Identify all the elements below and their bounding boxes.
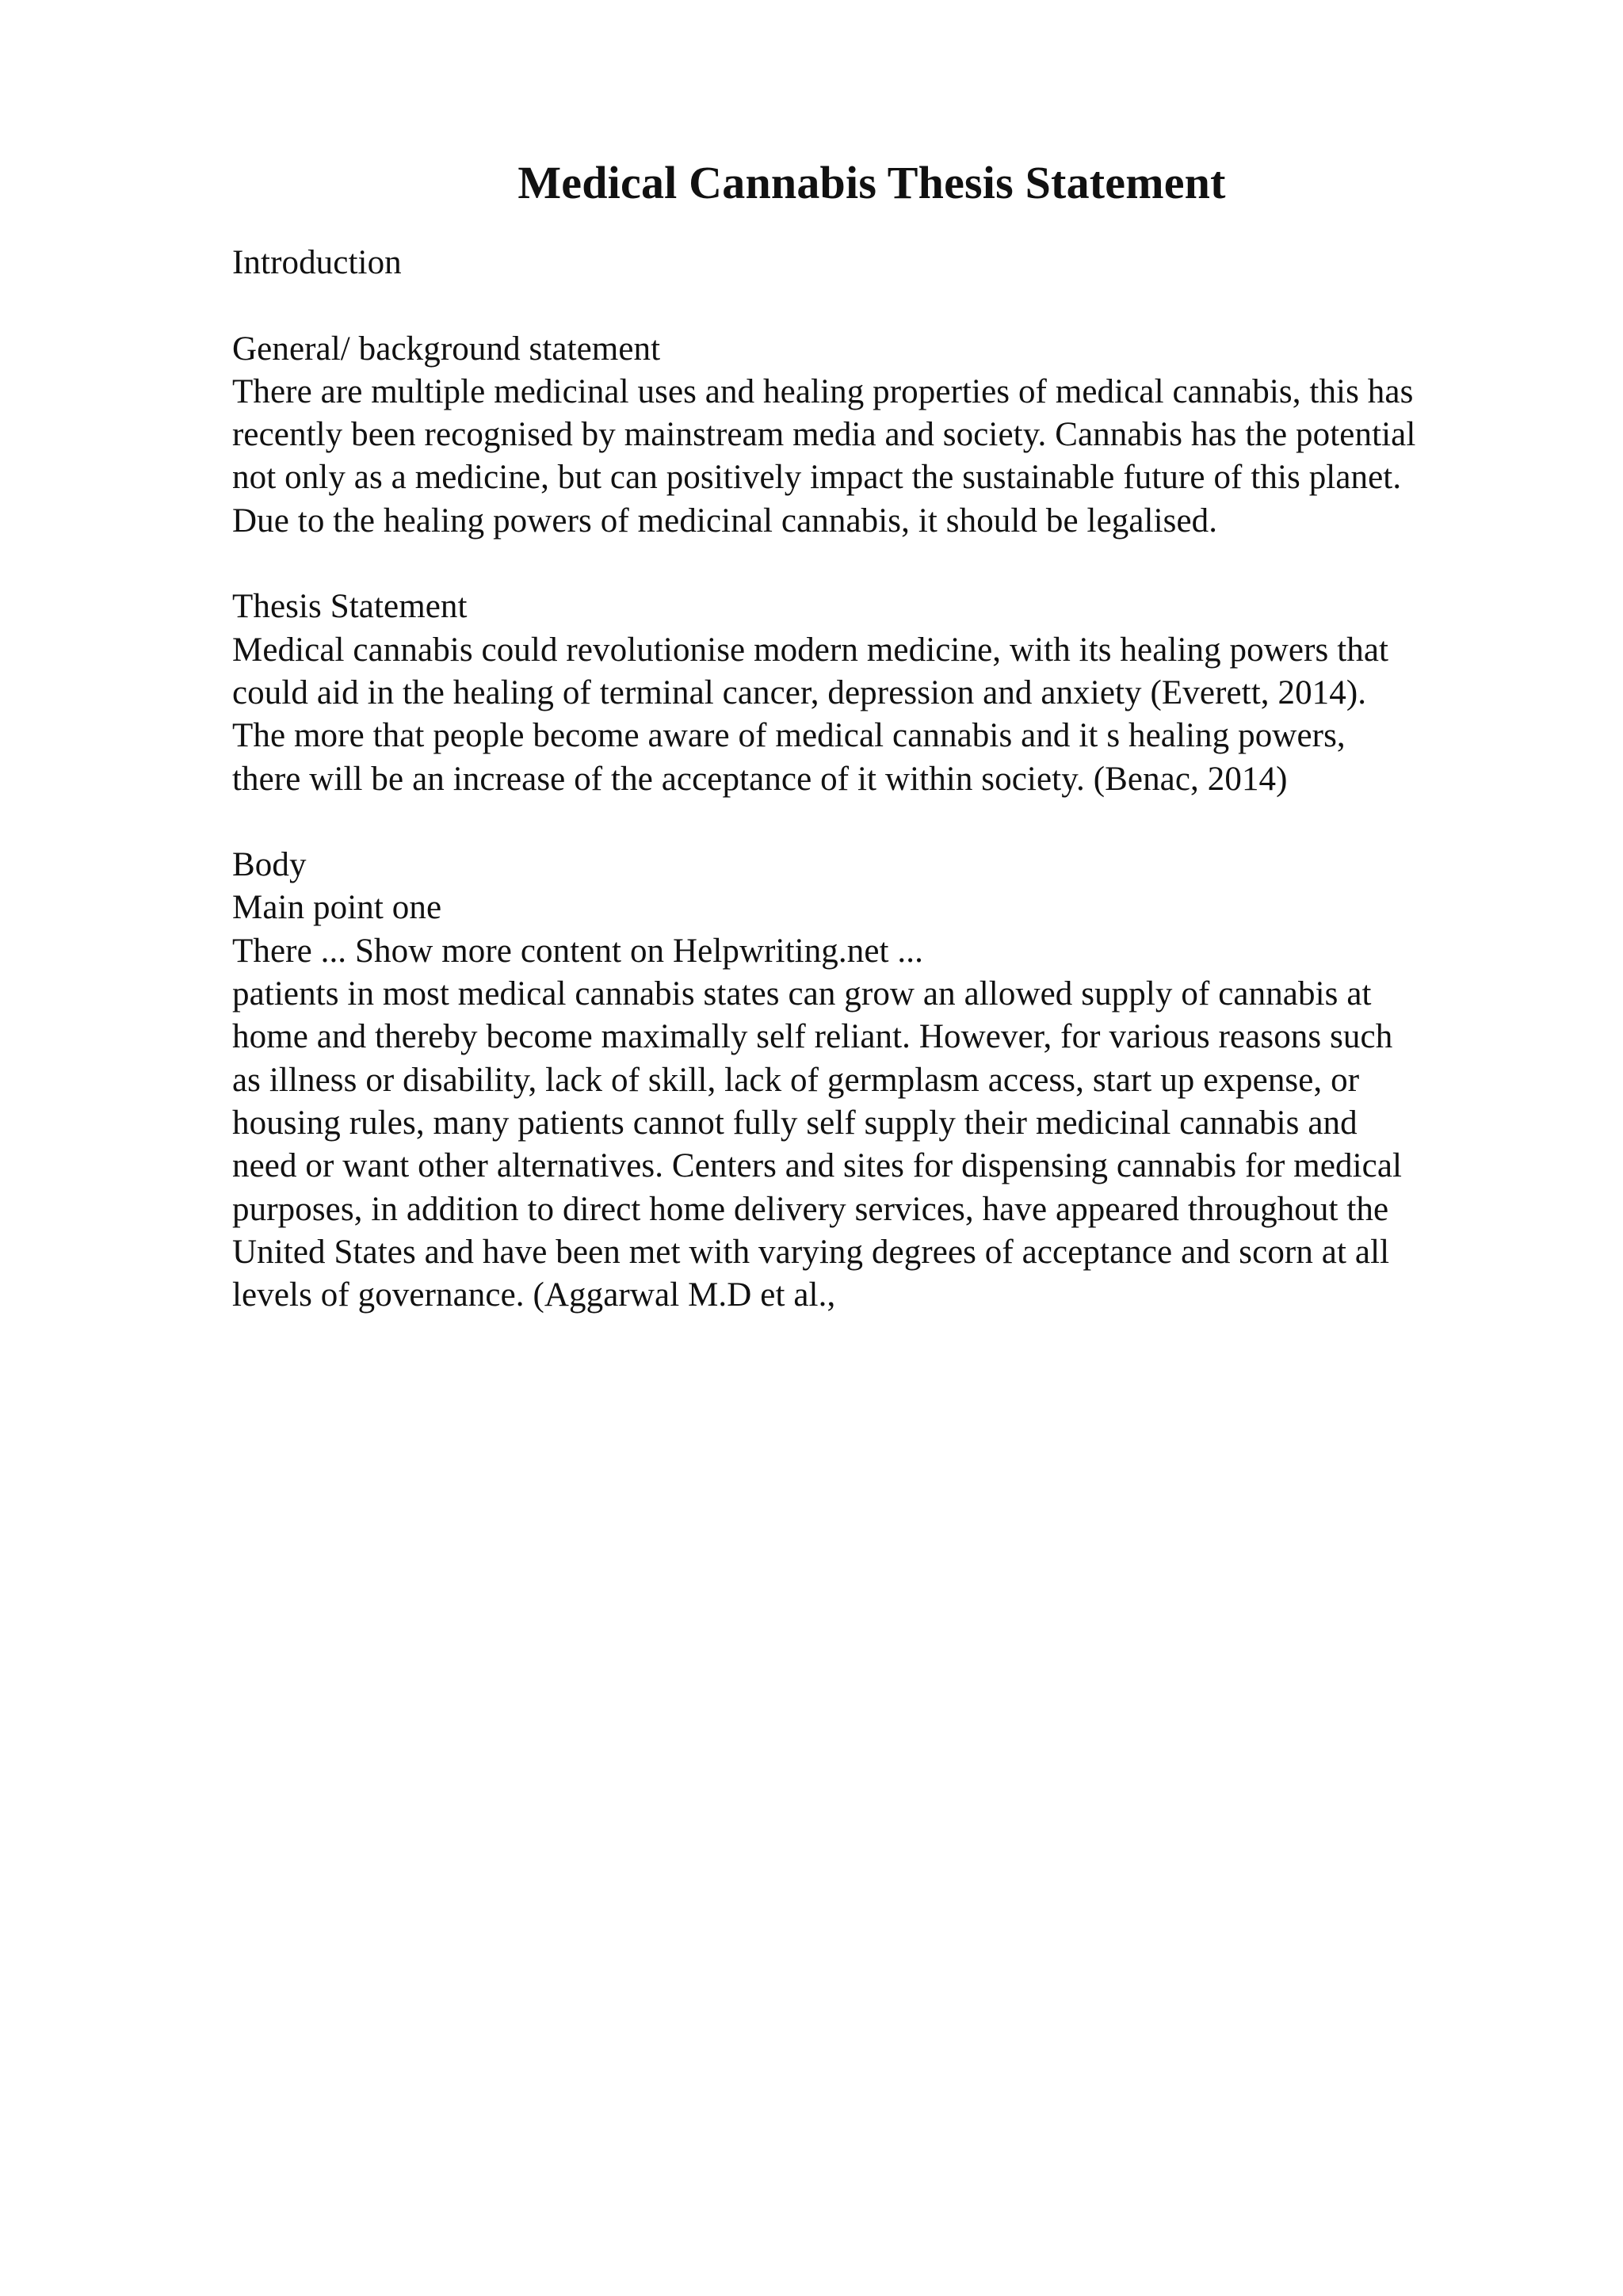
body-line-8: levels of governance. (Aggarwal M.D et al., [232,1276,836,1314]
general-line-1: There are multiple medicinal uses and healing properties of medical cannabis, this has [232,372,1414,410]
introduction-heading: Introduction [232,244,402,281]
body-heading: Body [232,846,307,884]
thesis-line-4: there will be an increase of the acceptance of it within society. (Benac, 2014) [232,760,1288,798]
body-line-5: need or want other alternatives. Centers and sites for dispensing cannabis for medical [232,1147,1403,1185]
body-line-6: purposes, in addition to direct home delivery services, have appeared throughout the [232,1190,1389,1228]
body-line-2: home and thereby become maximally self reliant. However, for various reasons such [232,1018,1393,1056]
body-line-4: housing rules, many patients cannot fully self supply their medicinal cannabis and [232,1104,1358,1142]
body-line-7: United States and have been met with varying degrees of acceptance and scorn at all [232,1233,1390,1271]
general-line-3: not only as a medicine, but can positively impact the sustainable future of this planet. [232,459,1402,497]
thesis-line-1: Medical cannabis could revolutionise modern medicine, with its healing powers that [232,631,1389,669]
general-line-4: Due to the healing powers of medicinal cannabis, it should be legalised. [232,502,1218,540]
show-more-content-text: There ... Show more content on Helpwriting.net ... [232,932,923,970]
body-paragraph [232,973,1548,1317]
main-point-heading: Main point one [232,889,442,927]
general-background-heading: General/ background statement [232,330,661,368]
document-content [232,242,1548,1317]
thesis-line-3: The more that people become aware of medical cannabis and it s healing powers, [232,717,1346,755]
general-line-2: recently been recognised by mainstream media and society. Cannabis has the potential [232,416,1416,454]
body-line-1: patients in most medical cannabis states can grow an allowed supply of cannabis at [232,975,1372,1013]
paragraph-gap [232,543,1548,585]
general-background-paragraph [232,371,1548,543]
thesis-line-2: could aid in the healing of terminal cancer, depression and anxiety (Everett, 2014). [232,673,1367,711]
paragraph-gap [232,801,1548,844]
paragraph-gap [232,284,1548,327]
body-line-3: as illness or disability, lack of skill, lack of germplasm access, start up expense, or [232,1061,1360,1099]
thesis-statement-paragraph [232,629,1548,801]
thesis-statement-heading: Thesis Statement [232,588,468,626]
page-title: Medical Cannabis Thesis Statement [517,157,1226,208]
